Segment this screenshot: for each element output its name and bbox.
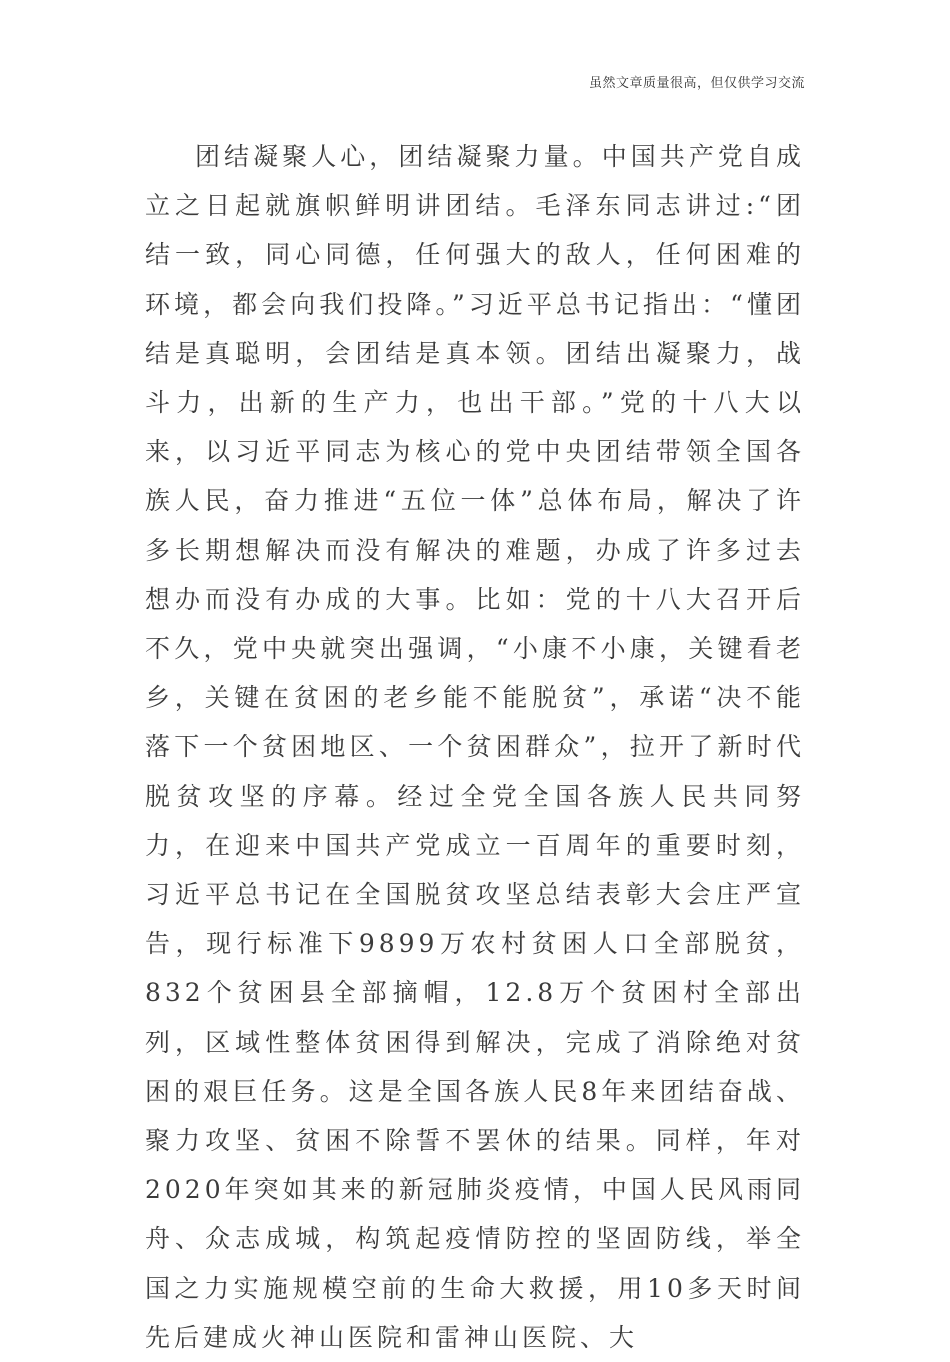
header-disclaimer: 虽然文章质量很高，但仅供学习交流 [588,76,805,91]
body-paragraph: 团结凝聚人心，团结凝聚力量。中国共产党自成立之日起就旗帜鲜明讲团结。毛泽东同志讲过:“团结一致，同心同德，任何强大的敌人，任何困难的环境，都会向我们投降。”习近平总书记指出：“懂团结是真聪明，会团结是真本领。团结出凝聚力，战斗力，出新的生产力，也出干部。”党的十八大以来，以习近平同志为核心的党中央团结带领全国各族人民，奋力推进“五位一体”总体布局，解决了许多长期想解决而没有解决的难题，办成了许多过去想办而没有办成的大事。比如：党的十八大召开后不久，党中央就突出强调，“小康不小康，关键看老乡，关键在贫困的老乡能不能脱贫”，承诺“决不能落下一个贫困地区、一个贫困群众”，拉开了新时代脱贫攻坚的序幕。经过全党全国各族人民共同努力，在迎来中国共产党成立一百周年的重要时刻，习近平总书记在全国脱贫攻坚总结表彰大会庄严宣告，现行标准下9899万农村贫困人口全部脱贫，832个贫困县全部摘帽，12.8万个贫困村全部出列，区域性整体贫困得到解决，完成了消除绝对贫困的艰巨任务。这是全国各族人民8年来团结奋战、聚力攻坚、贫困不除誓不罢休的结果。同样，年对2020年突如其来的新冠肺炎疫情，中国人民风雨同舟、众志成城，构筑起疫情防控的坚固防线，举全国之力实施规模空前的生命大救援，用10多天时间先后建成火神山医院和雷神山医院、大 [145,142,805,1352]
